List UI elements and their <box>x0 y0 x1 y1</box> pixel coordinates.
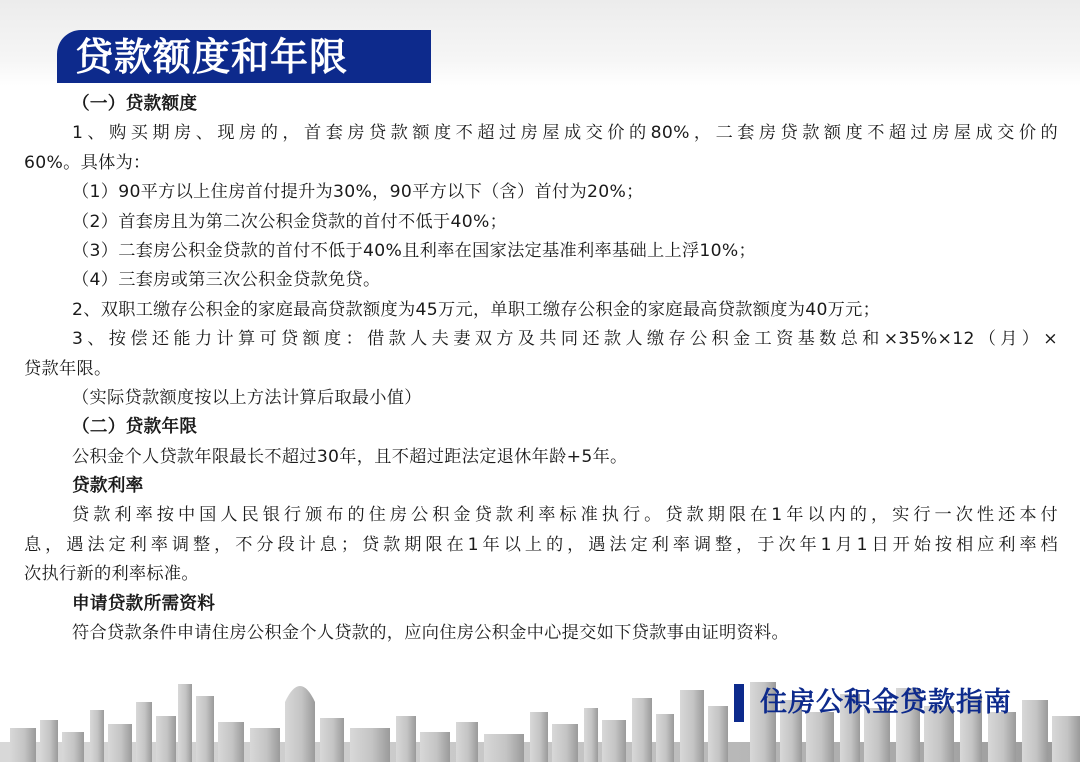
section-heading-loan-rate: 贷款利率 <box>72 476 144 497</box>
list-item-sub2: （2）首套房且为第二次公积金贷款的首付不低于40%； <box>72 211 508 232</box>
footer-title: 住房公积金贷款指南 <box>760 687 1012 718</box>
paragraph-rate-line3: 次执行新的利率标准。 <box>24 564 199 585</box>
section-heading-loan-quota: （一）贷款额度 <box>72 94 198 114</box>
paragraph-item1-line1: 1、购买期房、现房的，首套房贷款额度不超过房屋成交价的80%，二套房贷款额度不超过房屋成交价的 <box>72 123 1058 144</box>
title-banner <box>57 30 431 83</box>
list-item-sub4: （4）三套房或第三次公积金贷款免贷。 <box>72 270 381 291</box>
paragraph-required-docs: 符合贷款条件申请住房公积金个人贷款的，应向住房公积金中心提交如下贷款事由证明资料。 <box>72 623 789 644</box>
paragraph-item3-line2: 贷款年限。 <box>24 358 112 379</box>
note-text: （实际贷款额度按以上方法计算后取最小值） <box>72 387 422 408</box>
paragraph-item2: 2、双职工缴存公积金的家庭最高贷款额度为45万元，单职工缴存公积金的家庭最高贷款额度为40万元； <box>72 299 881 320</box>
list-item-sub1: （1）90平方以上住房首付提升为30%，90平方以下（含）首付为20%； <box>72 182 644 203</box>
paragraph-loan-term: 公积金个人贷款年限最长不超过30年，且不超过距法定退休年龄+5年。 <box>72 446 628 467</box>
paragraph-rate-line1: 贷款利率按中国人民银行颁布的住房公积金贷款利率标准执行。贷款期限在1年以内的，实行一次性还本付 <box>72 505 1058 526</box>
paragraph-item1-line2: 60%。具体为： <box>24 152 151 173</box>
page-title: 贷款额度和年限 <box>75 35 349 79</box>
footer-accent-bar <box>734 684 744 722</box>
main-content <box>24 90 1058 648</box>
section-heading-loan-term: （二）贷款年限 <box>72 417 198 438</box>
list-item-sub3: （3）二套房公积金贷款的首付不低于40%且利率在国家法定基准利率基础上上浮10%； <box>72 240 757 261</box>
paragraph-item3-line1: 3、按偿还能力计算可贷额度：借款人夫妻双方及共同还款人缴存公积金工资基数总和×35%×12（月）× <box>72 329 1058 350</box>
section-heading-required-docs: 申请贷款所需资料 <box>72 593 216 614</box>
paragraph-rate-line2: 息，遇法定利率调整，不分段计息；贷款期限在1年以上的，遇法定利率调整，于次年1月1日开始按相应利率档 <box>24 534 1058 555</box>
